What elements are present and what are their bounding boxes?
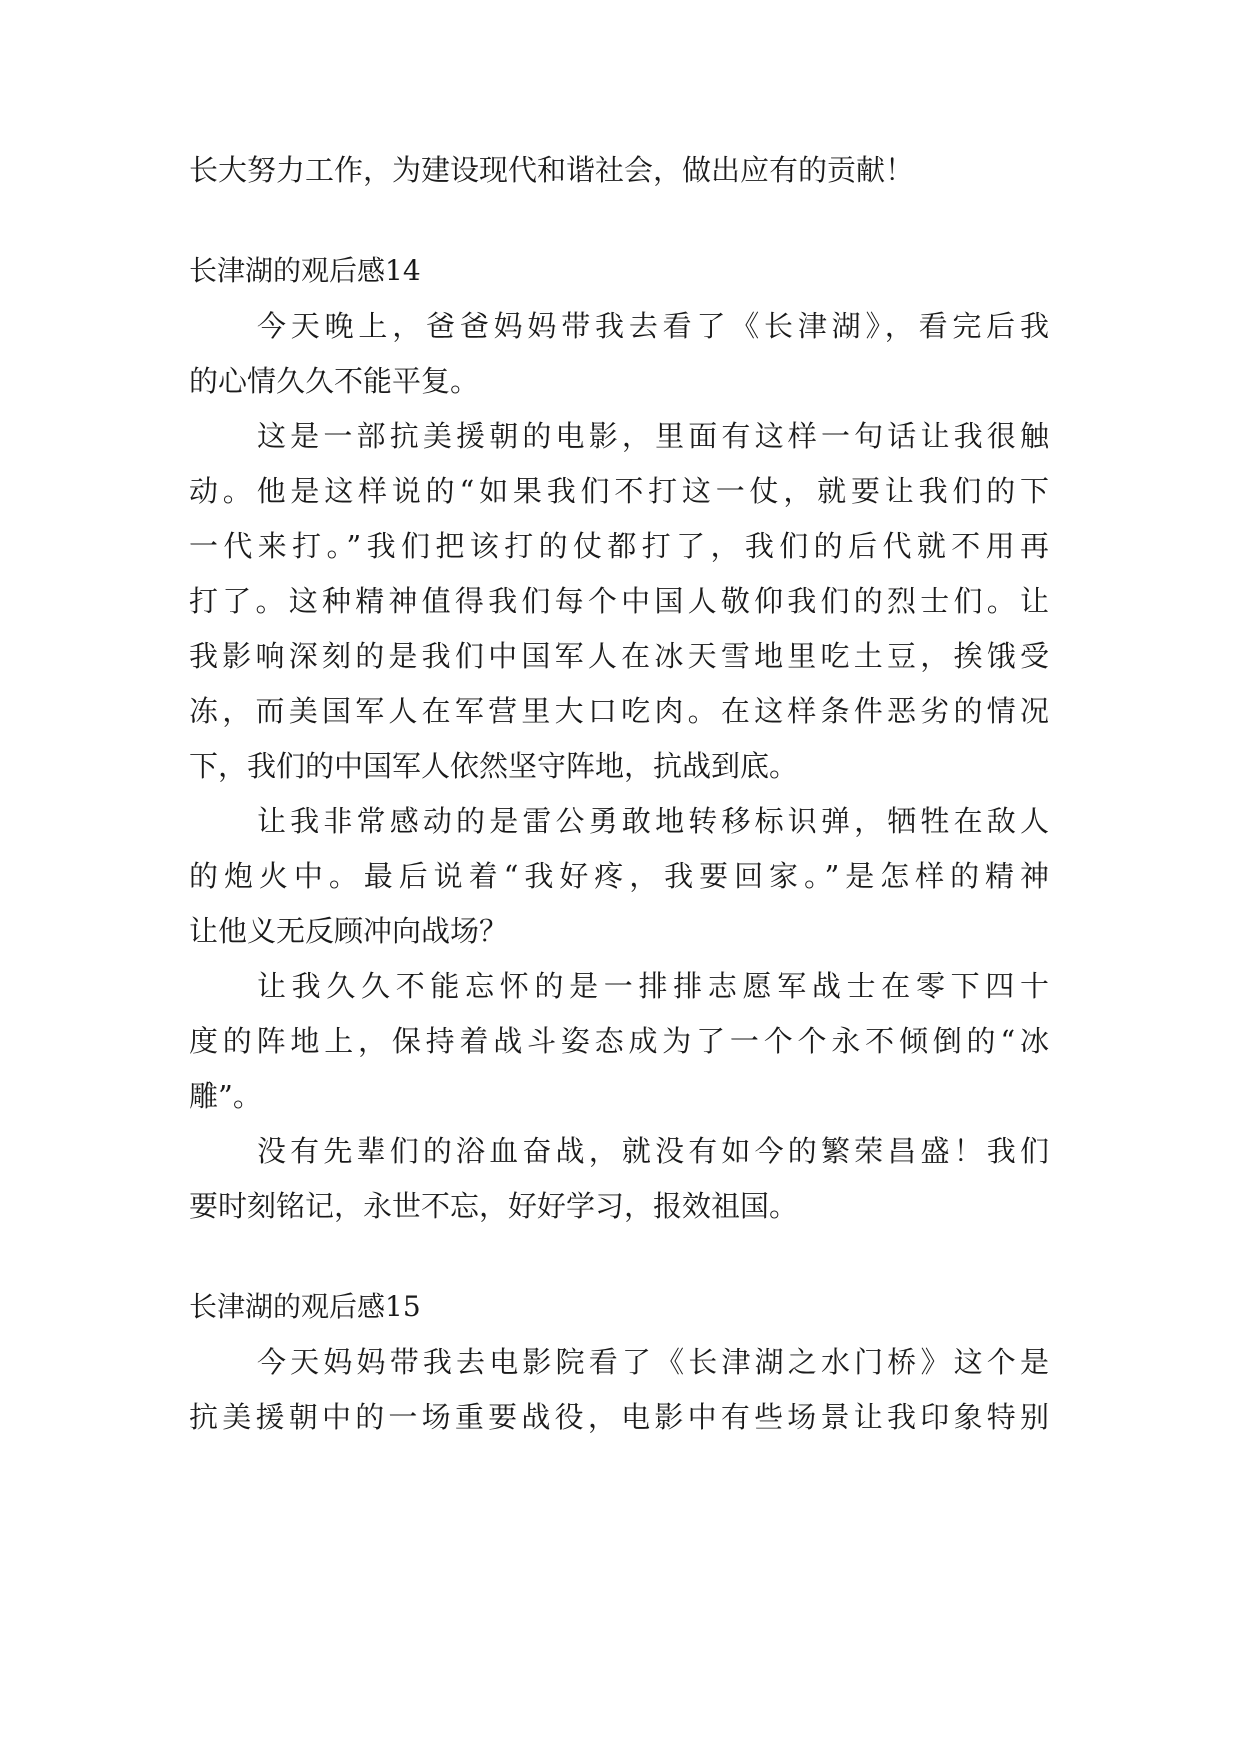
paragraph-line: 让我久久不能忘怀的是一排排志愿军战士在零下四十 [257,969,1049,1003]
section-heading-15: 长津湖的观后感15 [189,1290,421,1323]
paragraph-line: 长大努力工作，为建设现代和谐社会，做出应有的贡献！ [189,153,915,187]
paragraph-line: 今天晚上，爸爸妈妈带我去看了《长津湖》，看完后我 [257,309,1049,343]
paragraph-line: 打了。这种精神值得我们每个中国人敬仰我们的烈士们。让 [189,584,1049,618]
paragraph-line: 的炮火中。最后说着“我好疼，我要回家。”是怎样的精神 [189,859,1049,893]
paragraph-line: 下，我们的中国军人依然坚守阵地，抗战到底。 [189,749,799,783]
paragraph-line: 雕”。 [189,1079,262,1113]
paragraph-line: 一代来打。”我们把该打的仗都打了，我们的后代就不用再 [189,529,1049,563]
paragraph-line: 让他义无反顾冲向战场？ [189,914,509,948]
paragraph-line: 冻，而美国军人在军营里大口吃肉。在这样条件恶劣的情况 [189,694,1049,728]
paragraph-line: 要时刻铭记，永世不忘，好好学习，报效祖国。 [189,1189,799,1223]
paragraph-line: 这是一部抗美援朝的电影，里面有这样一句话让我很触 [257,419,1049,453]
paragraph-line: 让我非常感动的是雷公勇敢地转移标识弹，牺牲在敌人 [257,804,1049,838]
paragraph-line: 的心情久久不能平复。 [189,364,480,398]
paragraph-line: 我影响深刻的是我们中国军人在冰天雪地里吃土豆，挨饿受 [189,639,1049,673]
section-heading-14: 长津湖的观后感14 [189,254,421,287]
paragraph-line: 动。他是这样说的“如果我们不打这一仗，就要让我们的下 [189,474,1049,508]
paragraph-line: 今天妈妈带我去电影院看了《长津湖之水门桥》这个是 [257,1345,1049,1379]
paragraph-line: 度的阵地上，保持着战斗姿态成为了一个个永不倾倒的“冰 [189,1024,1049,1058]
paragraph-line: 没有先辈们的浴血奋战，就没有如今的繁荣昌盛！我们 [257,1134,1049,1168]
paragraph-line: 抗美援朝中的一场重要战役，电影中有些场景让我印象特别 [189,1400,1049,1434]
